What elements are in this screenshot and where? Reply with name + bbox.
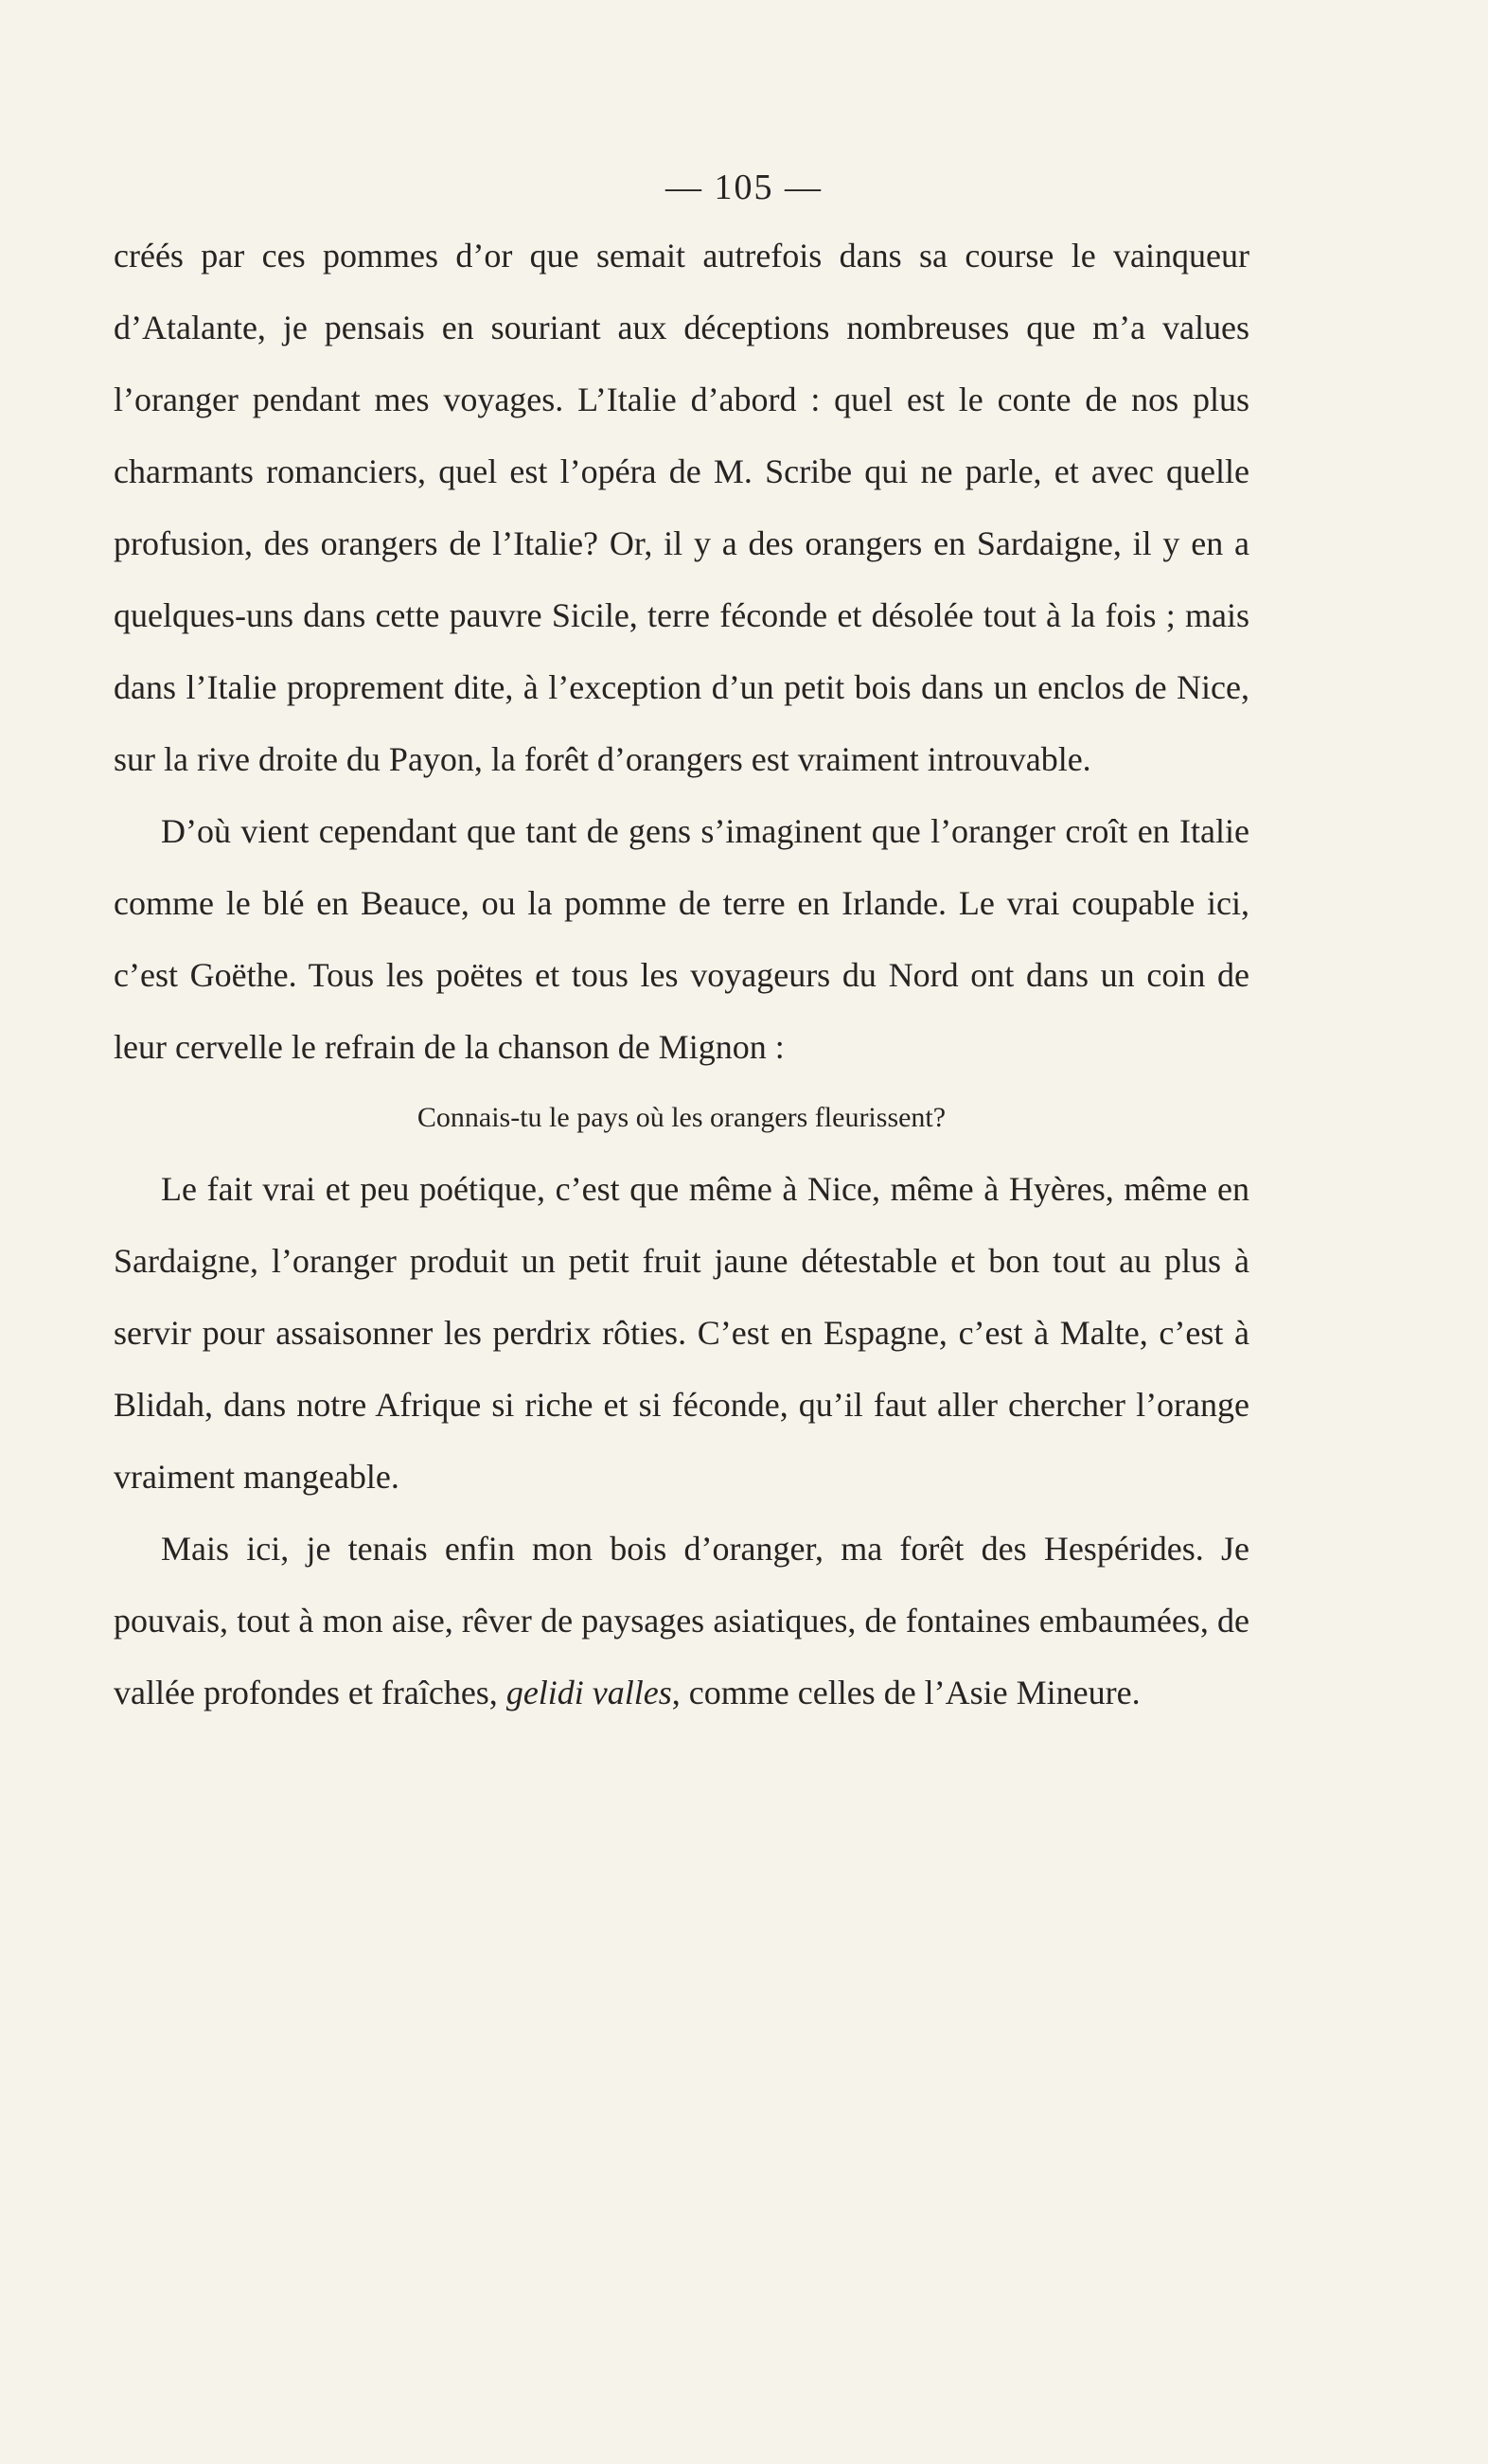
- verse-quotation: Connais-tu le pays où les orangers fleurissent?: [416, 1102, 947, 1133]
- paragraph-hesperides-lead: Mais ici, je tenais enfin mon bois d’oranger, ma forêt des Hespérides. Je pouvais, tout à mon aise, rêver de paysages asiatiques, de fontaines embaumées, de vallée profondes et fraîches,: [114, 1530, 1249, 1711]
- latin-phrase: gelidi valles: [505, 1674, 672, 1711]
- paragraph-goethe: D’où vient cependant que tant de gens s’imaginent que l’oranger croît en Italie comme le blé en Beauce, ou la pomme de terre en Irlande. Le vrai coupable ici, c’est Goëthe. Tous les poëtes et tous les voyageurs du Nord ont dans un coin de leur cervelle le refrain de la chanson de Mignon :: [114, 812, 1249, 1066]
- page-number: — 105 —: [665, 168, 823, 207]
- body-text: [114, 220, 1249, 1728]
- paragraph-continued: créés par ces pommes d’or que semait autrefois dans sa course le vainqueur d’Atalante, je pensais en souriant aux déceptions nombreuses que m’a values l’oranger pendant mes voyages. L’Italie d’abord : quel est le conte de nos plus charmants romanciers, quel est l’opéra de M. Scribe qui ne parle, et avec quelle profusion, des orangers de l’Italie? Or, il y a des orangers en Sardaigne, il y en a quelques-uns dans cette pauvre Sicile, terre féconde et désolée tout à la fois ; mais dans l’Italie proprement dite, à l’exception d’un petit bois dans un enclos de Nice, sur la rive droite du Payon, la forêt d’orangers est vraiment introuvable.: [114, 237, 1249, 778]
- paragraph-hesperides-tail: , comme celles de l’Asie Mineure.: [671, 1674, 1141, 1711]
- paragraph-hesperides: [114, 1513, 1249, 1728]
- paragraph-fruit: Le fait vrai et peu poétique, c’est que même à Nice, même à Hyères, même en Sardaigne, l’oranger produit un petit fruit jaune détestable et bon tout au plus à servir pour assaisonner les perdrix rôties. C’est en Espagne, c’est à Malte, c’est à Blidah, dans notre Afrique si riche et si féconde, qu’il faut aller chercher l’orange vraiment mangeable.: [114, 1170, 1249, 1496]
